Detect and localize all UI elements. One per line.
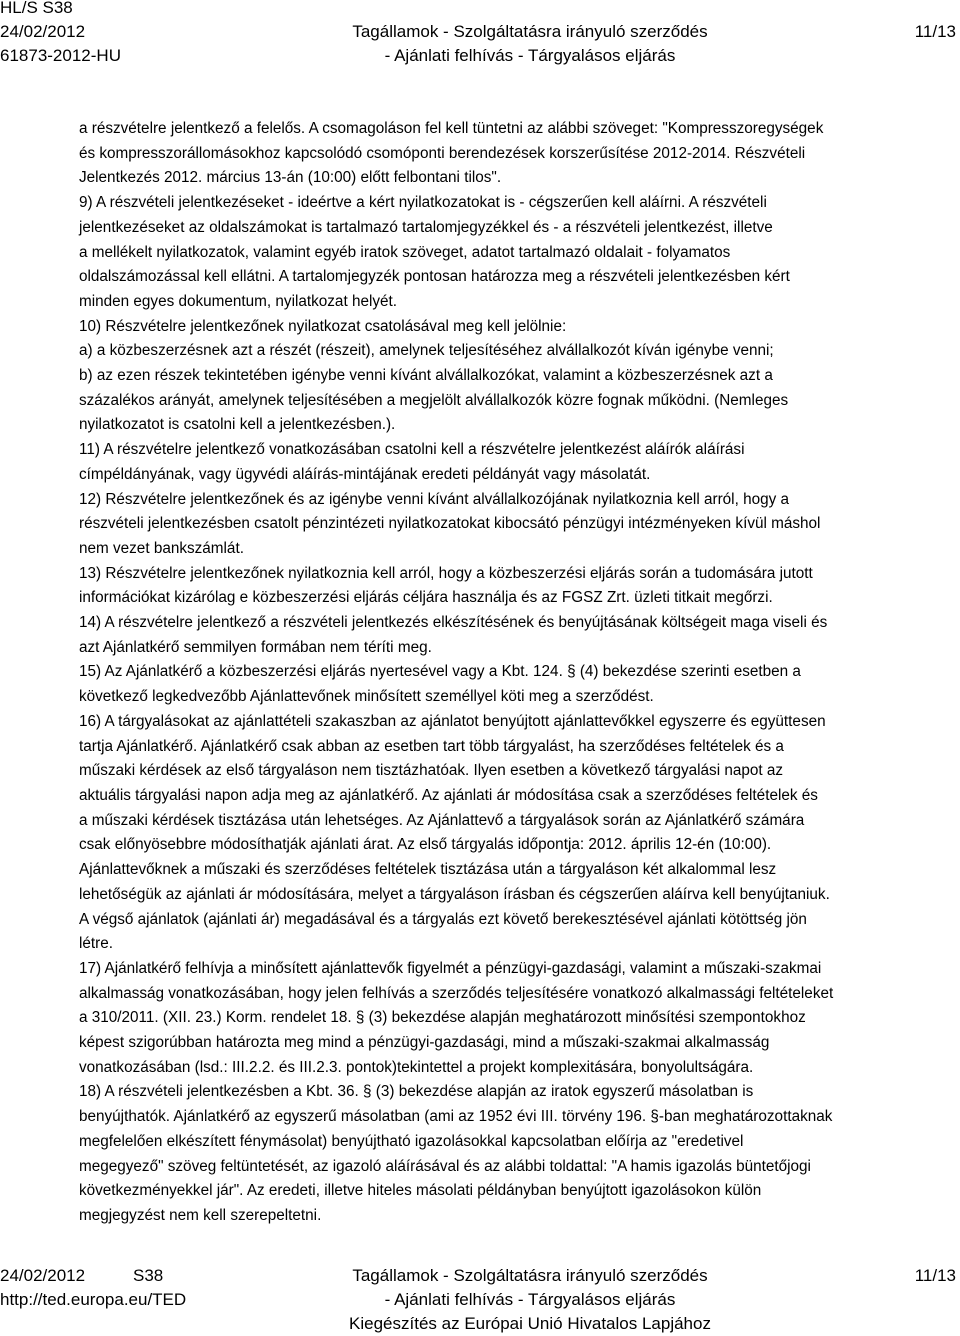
header-notice-number: 61873-2012-HU xyxy=(0,46,121,65)
footer-page-number: 11/13 xyxy=(914,1266,956,1285)
body-line: benyújthatók. Ajánlatkérő az egyszerű másolatban (ami az 1952 évi III. törvény 196. §-ban meghatározottaknak xyxy=(79,1108,833,1126)
body-line: 17) Ajánlatkérő felhívja a minősített ajánlattevők figyelmét a pénzügyi-gazdasági, valamint a műszaki-szakmai xyxy=(79,959,822,977)
body-line: képest szigorúbban határozta meg mind a pénzügyi-gazdasági, mind a műszaki-szakmai alkalmasság xyxy=(79,1034,770,1052)
body-line: 12) Részvételre jelentkezőnek és az igénybe venni kívánt alvállalkozójának nyilatkoznia kell arról, hogy a xyxy=(79,490,789,508)
body-line: a műszaki kérdések tisztázása után lehetséges. Az Ajánlattevő a tárgyalások során az Ajánlatkérő számára xyxy=(79,811,805,829)
body-line: százalékos arányát, amelynek teljesítésében a megjelölt alvállalkozók közre fognak működni. (Nemleges xyxy=(79,391,789,409)
body-line: címpéldányának, vagy ügyvédi aláírás-mintájának eredeti példányát vagy másolatát. xyxy=(79,465,651,483)
body-line: megjegyzést nem kell szerepeltetni. xyxy=(79,1206,322,1224)
body-line: azt Ajánlatkérő semmilyen formában nem téríti meg. xyxy=(79,638,432,656)
body-line: csak előnyösebbre módosíthatják ajánlati árat. Az első tárgyalás időpontja: 2012. április 12-én (10:00). xyxy=(79,836,772,854)
body-line: a részvételre jelentkező a felelős. A csomagoláson fel kell tüntetni az alábbi szöveget: "Kompresszoregységek xyxy=(79,120,824,137)
body-line: oldalszámozással kell ellátni. A tartalomjegyzék pontosan határozza meg a részvételi jelentkezésben kért xyxy=(79,268,790,286)
body-line: 9) A részvételi jelentkezéseket - ideértve a kért nyilatkozatokat is - cégszerűen kell aláírni. A részvételi xyxy=(79,194,767,212)
body-line: jelentkezéseket az oldalszámokat is tartalmazó tartalomjegyzékkel és - a részvételi jelentkezést, illetve xyxy=(79,218,773,236)
body-line: és kompresszorállomásokhoz kapcsolódó csomóponti berendezések korszerűsítése 2012-2014. Részvételi xyxy=(79,144,806,162)
body-line: a mellékelt nyilatkozatok, valamint egyéb iratok szöveget, adatot tartalmazó oldalait - folyamatos xyxy=(79,243,731,261)
header-title-line1: Tagállamok - Szolgáltatásra irányuló szerződés xyxy=(352,22,708,41)
body-line: A végső ajánlatok (ajánlati ár) megadásával és a tárgyalás ezt követő berekesztésével ajánlati kötöttség jön xyxy=(79,910,807,928)
body-line: nem vezet bankszámlát. xyxy=(79,539,244,557)
body-line: következő legkedvezőbb Ajánlattevőnek minősített személlyel köti meg a szerződést. xyxy=(79,688,654,706)
header-page-number: 11/13 xyxy=(914,22,956,41)
footer-series: S38 xyxy=(133,1266,164,1285)
footer-date: 24/02/2012 xyxy=(0,1266,86,1285)
body-line: 16) A tárgyalásokat az ajánlattételi szakaszban az ajánlatot benyújtott ajánlattevőkkel egyszerre és együttesen xyxy=(79,712,826,730)
body-line: műszaki kérdések az első tárgyaláson nem tisztázhatóak. Ilyen esetben a következő tárgyalási napot az xyxy=(79,762,784,780)
body-line: 15) Az Ajánlatkérő a közbeszerzési eljárás nyertesével vagy a Kbt. 124. § (4) bekezdése szerinti esetben a xyxy=(79,663,801,681)
body-line: aktuális tárgyalási napon adja meg az ajánlatkérő. Az ajánlati ár módosítása csak a szerződéses feltételek és xyxy=(79,786,818,804)
footer-url: http://ted.europa.eu/TED xyxy=(0,1290,187,1309)
header-title-line2: - Ajánlati felhívás - Tárgyalásos eljárás xyxy=(384,46,676,65)
body-line: tartja Ajánlatkérő. Ajánlatkérő csak abban az esetben tart több tárgyalást, ha szerződéses feltételek és a xyxy=(79,737,784,755)
body-line: 11) A részvételre jelentkező vonatkozásában csatolni kell a részvételre jelentkezést aláírók aláírási xyxy=(79,441,745,459)
body-line: információkat kizárólag e közbeszerzési eljárás céljára használja és az FGSZ Zrt. üzleti titkait megőrzi. xyxy=(79,589,773,607)
body-line: b) az ezen részek tekintetében igénybe venni kívánt alvállalkozókat, valamint a közbeszerzésnek azt a xyxy=(79,367,773,385)
body-line: minden egyes dokumentum, nyilatkozat helyét. xyxy=(79,292,398,310)
body-line: lehetőségük az ajánlati ár módosítására, melyet a tárgyaláson írásban és cégszerűen aláírva kell benyújtaniuk. xyxy=(79,885,830,903)
body-line: a 310/2011. (XII. 23.) Korm. rendelet 18. § (3) bekezdése alapján meghatározott minősítési szempontokhoz xyxy=(79,1009,806,1027)
body-line: megegyező" szöveg feltüntetését, az igazoló aláírásával és az alábbi toldattal: "A hamis igazolás büntetőjogi xyxy=(79,1157,811,1175)
body-line: Jelentkezés 2012. március 13-án (10:00) előtt felbontani tilos". xyxy=(79,169,502,187)
header-date: 24/02/2012 xyxy=(0,22,86,41)
body-line: vonatkozásában (lsd.: III.2.2. és III.2.3. pontok)tekintettel a projekt komplexitására, bonyolultságára. xyxy=(79,1058,754,1076)
header-journal-ref: HL/S S38 xyxy=(0,0,73,17)
footer-title-line1: Tagállamok - Szolgáltatásra irányuló szerződés xyxy=(352,1266,708,1285)
body-line: a) a közbeszerzésnek azt a részét (részeit), amelynek teljesítéséhez alvállalkozót kíván igénybe venni; xyxy=(79,342,774,360)
body-line: részvételi jelentkezésben csatolt pénzintézeti nyilatkozatokat kibocsátó pénzügyi intézményeken kívül máshol xyxy=(79,515,821,533)
body-line: létre. xyxy=(79,935,114,953)
notice-body xyxy=(79,117,949,1229)
body-line: 18) A részvételi jelentkezésben a Kbt. 36. § (3) bekezdése alapján az iratok egyszerű másolatban is xyxy=(79,1083,754,1101)
body-line: nyilatkozatot is csatolni kell a jelentkezésben.). xyxy=(79,416,396,434)
body-line: 10) Részvételre jelentkezőnek nyilatkozat csatolásával meg kell jelölnie: xyxy=(79,317,567,335)
footer-supplement: Kiegészítés az Európai Unió Hivatalos Lapjához xyxy=(349,1314,711,1333)
body-line: alkalmasság vonatkozásában, hogy jelen felhívás a szerződés teljesítésére vonatkozó alkalmassági feltételeket xyxy=(79,984,834,1002)
body-line: 14) A részvételre jelentkező a részvételi jelentkezés elkészítésének és benyújtásának költségeit maga viseli és xyxy=(79,614,828,632)
footer-title-line2: - Ajánlati felhívás - Tárgyalásos eljárás xyxy=(384,1290,676,1309)
body-line: következményekkel jár". Az eredeti, illetve hiteles másolati példányban benyújtott igazolásokon külön xyxy=(79,1182,762,1200)
body-line: Ajánlattevőknek a műszaki és szerződéses feltételek tisztázása után a tárgyaláson két alkalommal lesz xyxy=(79,861,777,879)
body-line: megfelelően elkészített fénymásolat) benyújtható igazolásokkal kapcsolatban előírja az "eredetivel xyxy=(79,1132,744,1150)
body-line: 13) Részvételre jelentkezőnek nyilatkoznia kell arról, hogy a közbeszerzési eljárás során a tudomására jutott xyxy=(79,564,813,582)
